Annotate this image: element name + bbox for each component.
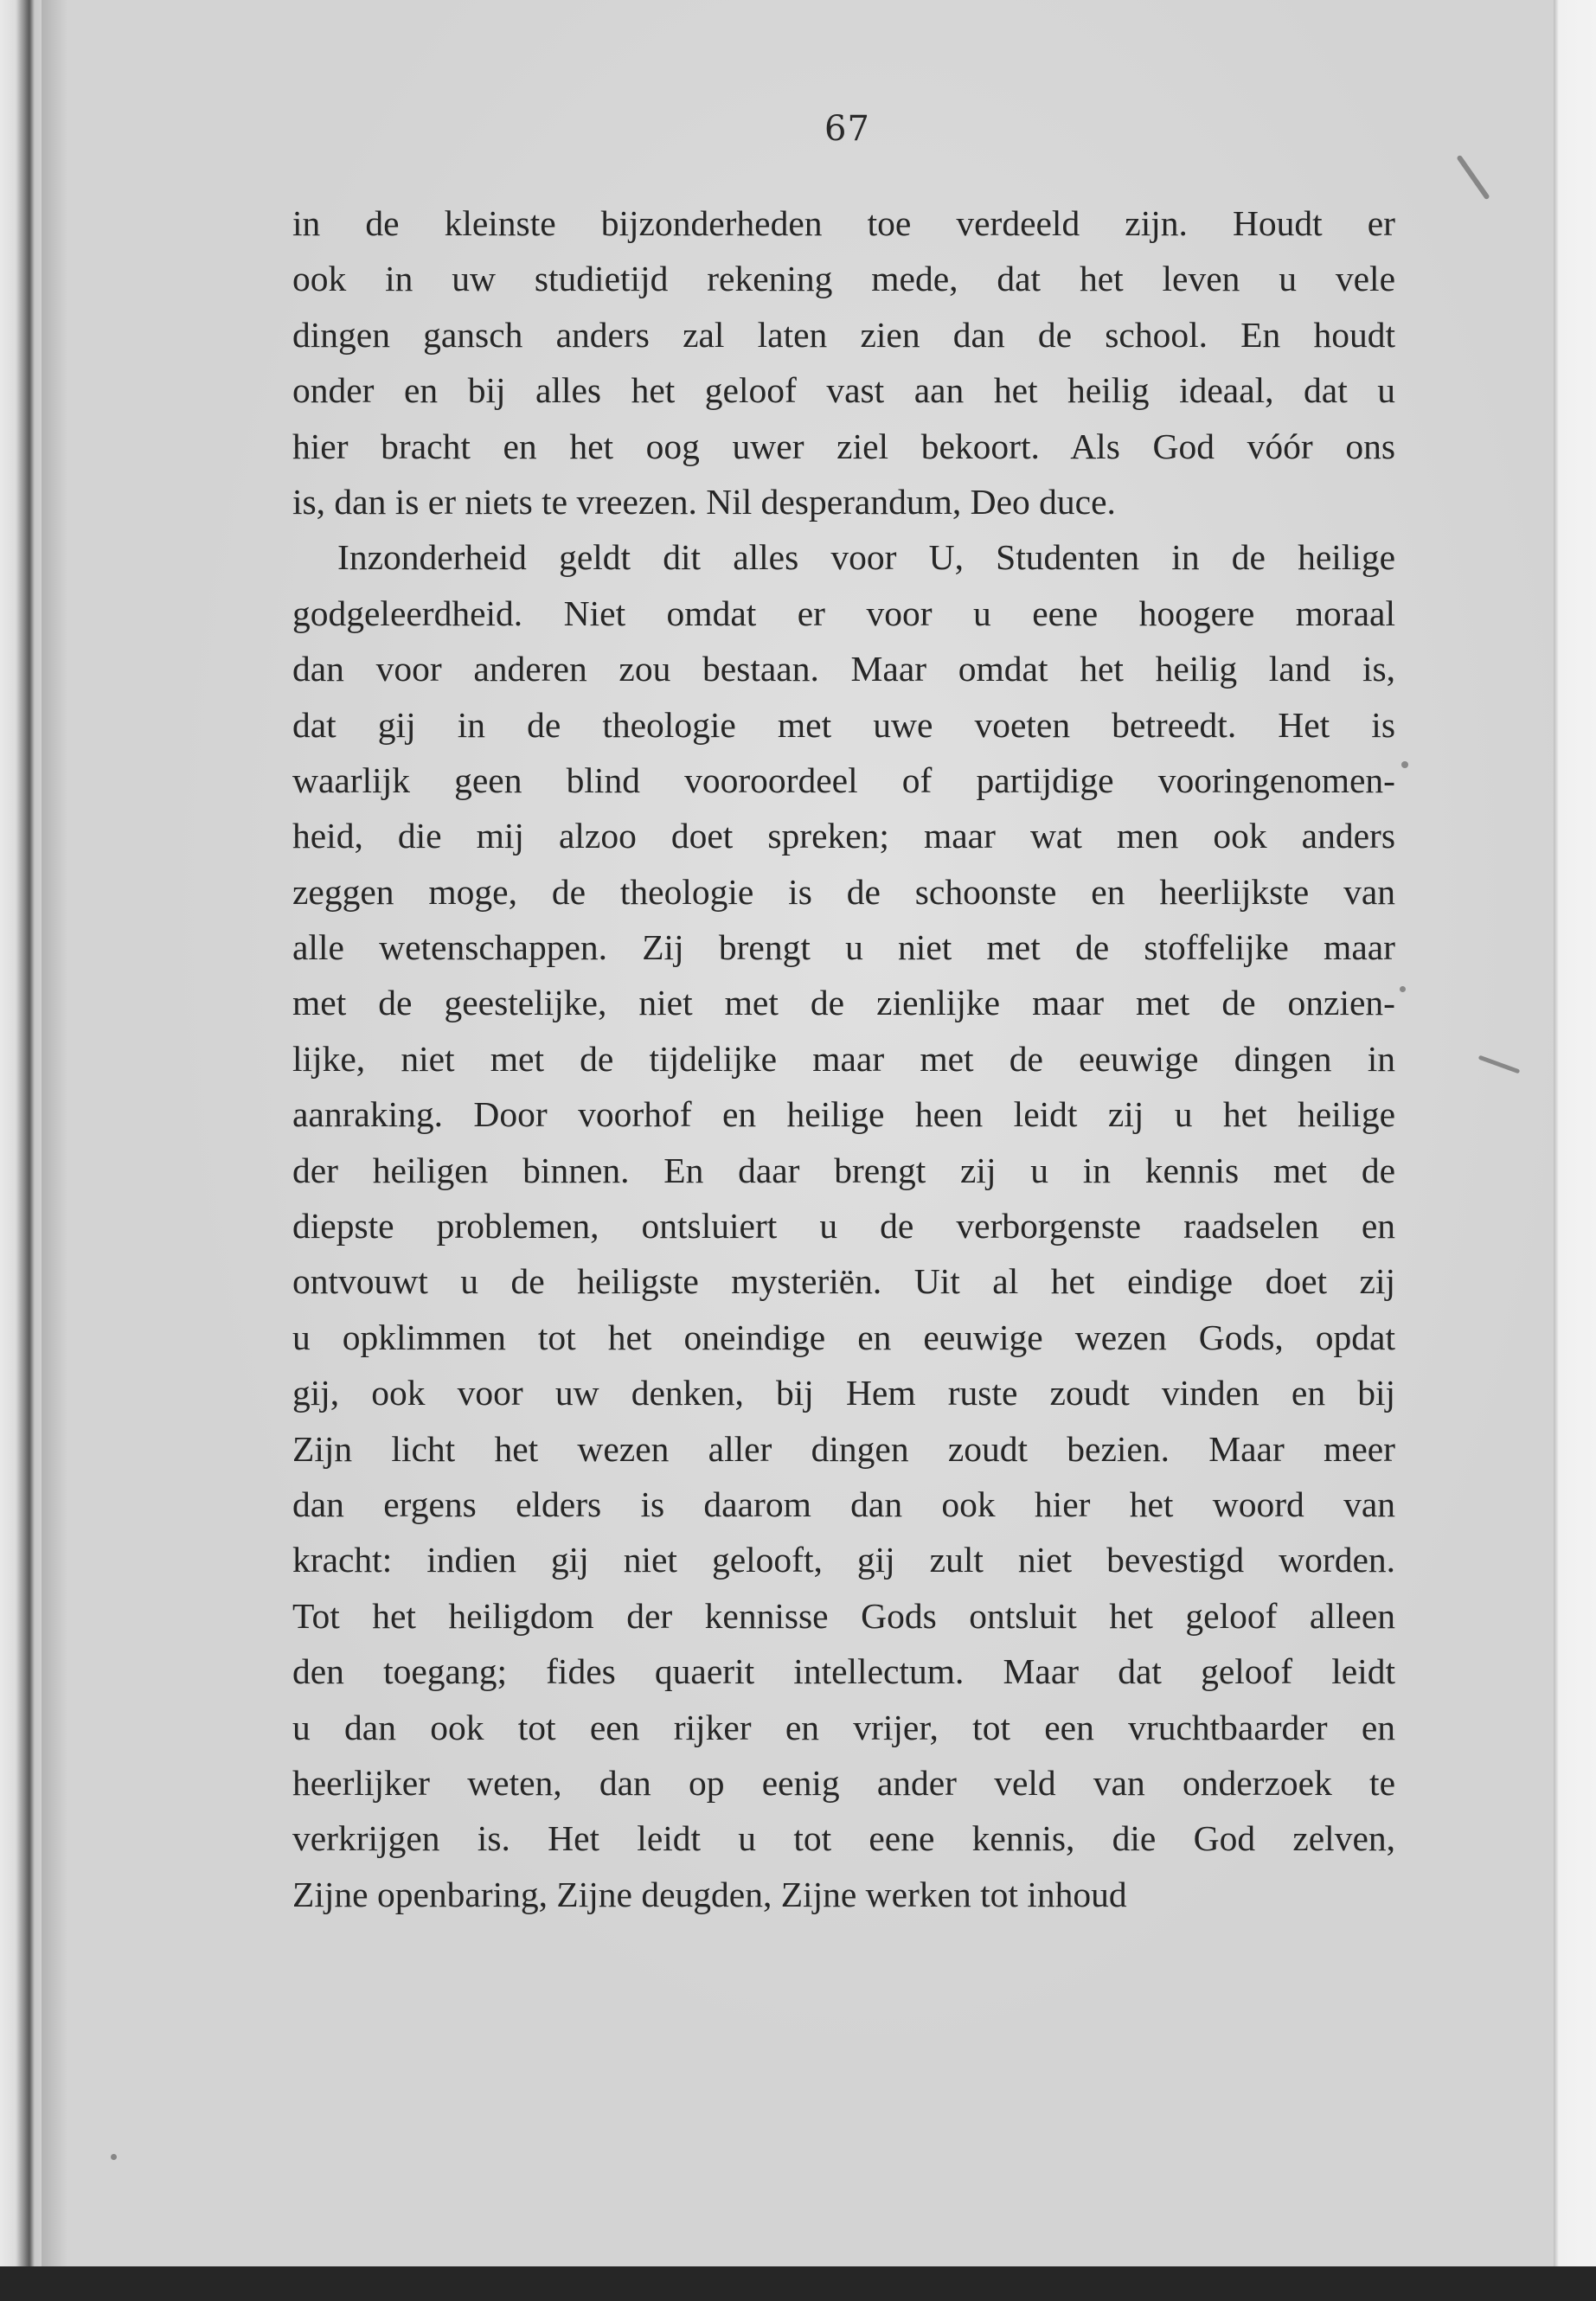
text-line: der heiligen binnen. En daar brengt zij u in kennis met de [292,1150,1395,1190]
text-line: u dan ook tot een rijker en vrijer, tot een vruchtbaarder en [292,1707,1395,1747]
text-line: dingen gansch anders zal laten zien dan de school. En houdt [292,314,1395,355]
text-line: waarlijk geen blind vooroordeel of partijdige vooringenomen- [292,760,1395,800]
scan-bottom-border [0,2266,1596,2301]
text-line: alle wetenschappen. Zij brengt u niet met de stoffelijke maar [292,927,1395,968]
text-line: hier bracht en het oog uwer ziel bekoort. Als God vóór ons [292,426,1395,466]
text-line: aanraking. Door voorhof en heilige heen leidt zij u het heilige [292,1094,1395,1135]
text-line: zeggen moge, de theologie is de schoonste en heerlijkste van [292,871,1395,912]
body-text [292,195,1395,1922]
text-line: kracht: indien gij niet gelooft, gij zult niet bevestigd worden. [292,1540,1395,1580]
text-line: diepste problemen, ontsluiert u de verborgenste raadselen en [292,1206,1395,1247]
text-line: den toegang; fides quaerit intellectum. Maar dat geloof leidt [292,1651,1395,1692]
paragraph-first-line: Inzonderheid geldt dit alles voor U, Studenten in de heilige [337,537,1395,578]
page-number: 67 [824,109,870,149]
text-line: is, dan is er niets te vreezen. Nil desperandum, Deo duce. [292,481,1116,522]
text-line: godgeleerdheid. Niet omdat er voor u eene hoogere moraal [292,593,1395,633]
text-line: Tot het heiligdom der kennisse Gods ontsluit het geloof alleen [292,1595,1395,1636]
text-line: in de kleinste bijzonderheden toe verdeeld zijn. Houdt er [292,203,1395,243]
scan-blemish [1400,986,1406,992]
binding-edge [0,0,42,2301]
text-line: Zijn licht het wezen aller dingen zoudt bezien. Maar meer [292,1428,1395,1469]
page-right-margin [1554,0,1596,2301]
text-line: ontvouwt u de heiligste mysteriën. Uit al het eindige doet zij [292,1261,1395,1302]
text-line: dan ergens elders is daarom dan ook hier het woord van [292,1484,1395,1524]
text-line: u opklimmen tot het oneindige en eeuwige wezen Gods, opdat [292,1317,1395,1357]
text-line: onder en bij alles het geloof vast aan het heilig ideaal, dat u [292,370,1395,411]
text-line: dat gij in de theologie met uwe voeten betreedt. Het is [292,704,1395,745]
scan-blemish [111,2154,117,2160]
text-line: lijke, niet met de tijdelijke maar met de eeuwige dingen in [292,1038,1395,1079]
text-line: gij, ook voor uw denken, bij Hem ruste zoudt vinden en bij [292,1373,1395,1413]
text-line: heerlijker weten, dan op eenig ander veld van onderzoek te [292,1762,1395,1803]
scan-blemish [1401,761,1408,768]
text-line: heid, die mij alzoo doet spreken; maar wat men ook anders [292,816,1395,856]
text-line: met de geestelijke, niet met de zienlijke maar met de onzien- [292,983,1395,1023]
text-line: Zijne openbaring, Zijne deugden, Zijne werken tot inhoud [292,1874,1127,1914]
text-line: ook in uw studietijd rekening mede, dat het leven u vele [292,259,1395,299]
text-line: verkrijgen is. Het leidt u tot eene kennis, die God zelven, [292,1818,1395,1859]
text-line: dan voor anderen zou bestaan. Maar omdat het heilig land is, [292,649,1395,689]
